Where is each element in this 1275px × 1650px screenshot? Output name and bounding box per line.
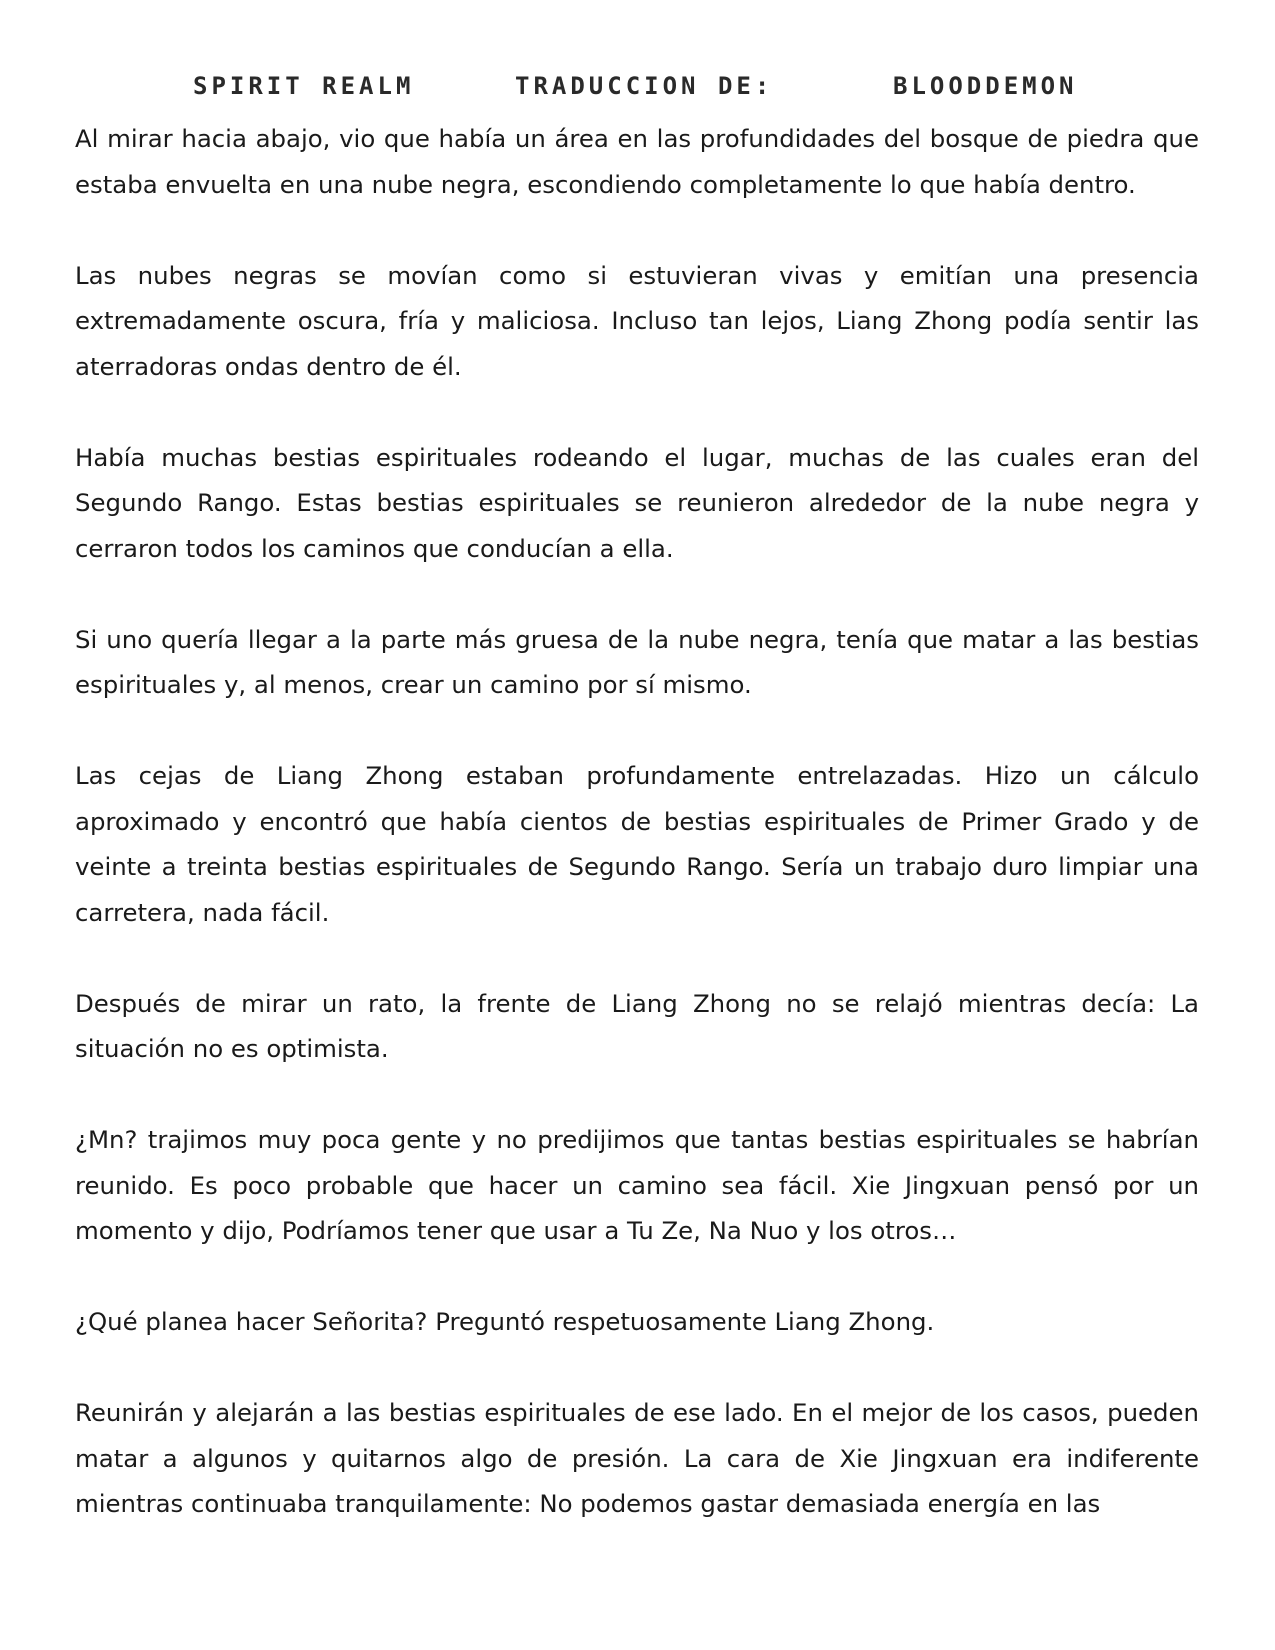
paragraph: Las nubes negras se movían como si estuvieran vivas y emitían una presencia extremadamente oscura, fría y maliciosa. Incluso tan lejos, Liang Zhong podía sentir las aterradoras ondas dentro de él. (75, 260, 1199, 381)
page-header (0, 72, 1275, 112)
paragraph: ¿Qué planea hacer Señorita? Preguntó respetuosamente Liang Zhong. (75, 1307, 935, 1336)
paragraph: Después de mirar un rato, la frente de Liang Zhong no se relajó mientras decía: La situación no es optimista. (75, 988, 1199, 1063)
paragraph: ¿Mn? trajimos muy poca gente y no predijimos que tantas bestias espirituales se habrían reunido. Es poco probable que hacer un camino sea fácil. Xie Jingxuan pensó por un momento y dijo, Podríamos tener que usar a Tu Ze, Na Nuo y los otros… (75, 1125, 1199, 1245)
paragraph: Al mirar hacia abajo, vio que había un área en las profundidades del bosque de piedra que estaba envuelta en una nube negra, escondiendo completamente lo que había dentro. (75, 124, 1199, 199)
paragraph: Había muchas bestias espirituales rodeando el lugar, muchas de las cuales eran del Segundo Rango. Estas bestias espirituales se reunieron alrededor de la nube negra y cerraron todos los caminos que conducían a ella. (75, 442, 1199, 563)
paragraph: Las cejas de Liang Zhong estaban profundamente entrelazadas. Hizo un cálculo aproximado y encontró que había cientos de bestias espirituales de Primer Grado y de veinte a treinta bestias espirituales de Segundo Rango. Sería un trabajo duro limpiar una carretera, nada fácil. (75, 761, 1199, 927)
body-text (75, 116, 1199, 1572)
paragraph: Si uno quería llegar a la parte más gruesa de la nube negra, tenía que matar a las bestias espirituales y, al menos, crear un camino por sí mismo. (75, 624, 1199, 699)
paragraph: Reunirán y alejarán a las bestias espirituales de ese lado. En el mejor de los casos, pueden matar a algunos y quitarnos algo de presión. La cara de Xie Jingxuan era indiferente mientras continuaba tranquilamente: No podemos gastar demasiada energía en las (75, 1398, 1199, 1518)
header-translator: BLOODDEMON (893, 72, 1078, 100)
header-title: SPIRIT REALM (193, 72, 415, 100)
header-credit-label: TRADUCCION DE: (515, 72, 774, 100)
